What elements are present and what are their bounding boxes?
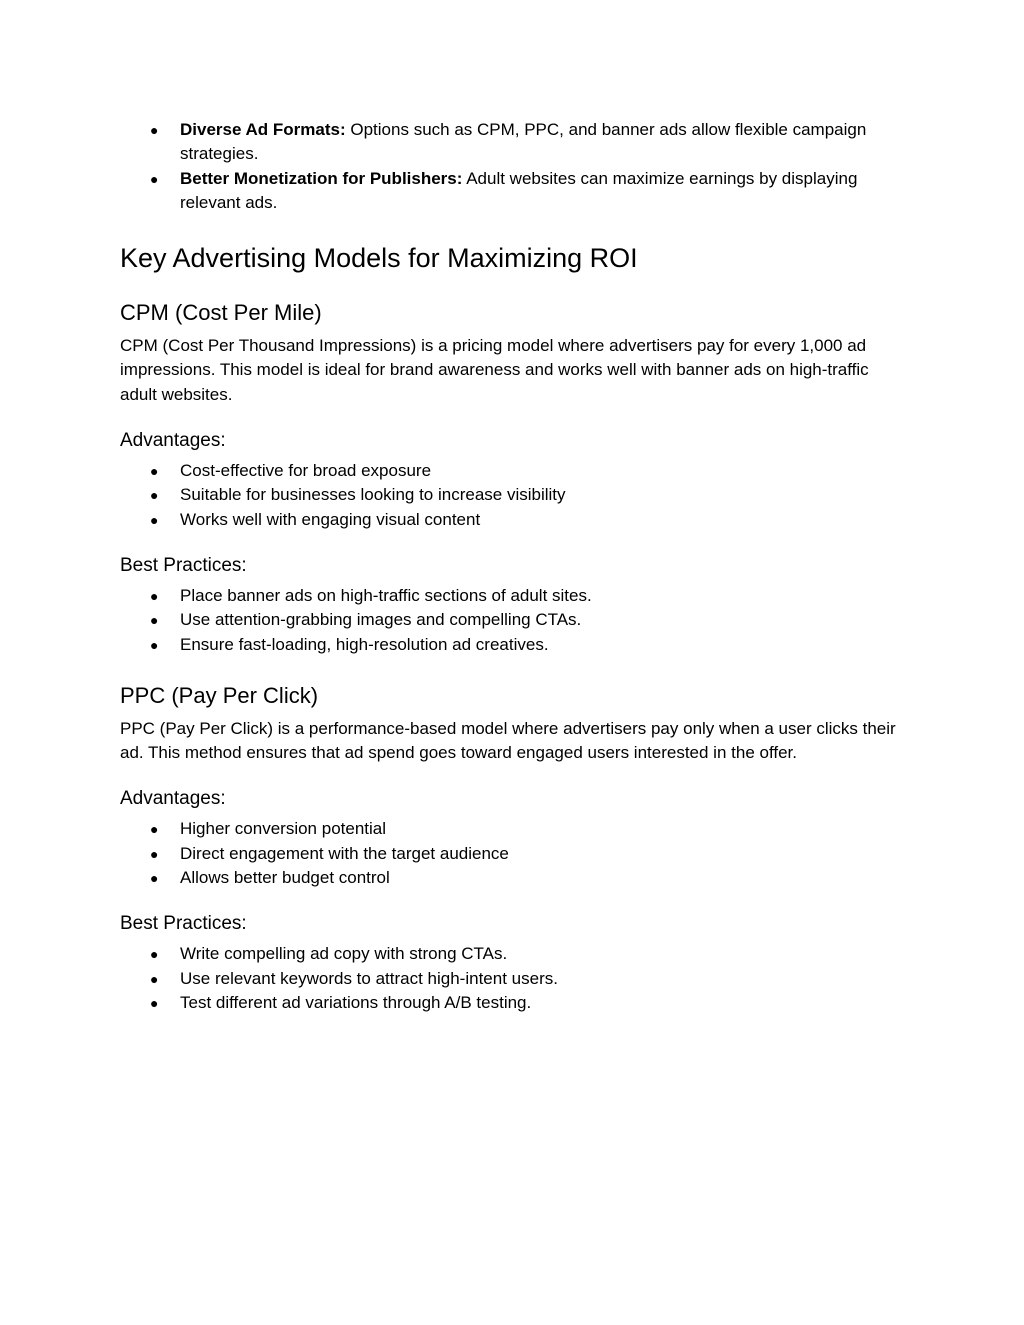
cpm-practices-heading: Best Practices: [120,554,247,576]
ppc-practices-list [120,942,910,1015]
bullet-icon: ● [150,511,159,528]
ppc-description: PPC (Pay Per Click) is a performance-based model where advertisers pay only when a user clicks their ad. This method ensures that ad spend goes toward engaged users interested in the offer. [120,718,896,763]
list-item [120,991,910,1015]
ppc-heading: PPC (Pay Per Click) [120,682,319,708]
list-item-text: Use attention-grabbing images and compelling CTAs. [180,610,582,630]
list-item [120,483,910,507]
document-content [120,118,910,1015]
bullet-icon: ● [150,463,159,480]
ppc-practices-heading: Best Practices: [120,913,247,935]
list-item-text: Write compelling ad copy with strong CTAs. [180,944,508,964]
list-item [120,608,910,632]
cpm-advantages-list [120,459,910,532]
bullet-icon: ● [150,612,159,629]
bullet-icon: ● [150,970,159,987]
intro-bullet-list [120,118,910,215]
bullet-icon: ● [150,870,159,887]
list-item [120,508,910,532]
ppc-advantages-list [120,817,910,890]
list-item-bold-label: Better Monetization for Publishers: [180,168,463,188]
list-item [120,866,910,890]
list-item [120,167,910,216]
list-item-text: Use relevant keywords to attract high-intent users. [180,968,558,988]
list-item [120,967,910,991]
bullet-icon: ● [150,122,159,138]
list-item [120,459,910,483]
cpm-heading: CPM (Cost Per Mile) [120,300,322,326]
bullet-icon: ● [150,487,159,504]
ppc-advantages-heading: Advantages: [120,788,226,810]
bullet-icon: ● [150,946,159,963]
bullet-icon: ● [150,845,159,862]
list-item-text: Higher conversion potential [180,819,387,839]
list-item [120,118,910,167]
bullet-icon: ● [150,170,159,187]
list-item-text: Place banner ads on high-traffic sections of adult sites. [180,585,592,605]
list-item-text: Cost-effective for broad exposure [180,461,432,481]
cpm-practices-list [120,584,910,657]
list-item-text: Options such as CPM, PPC, and banner ads allow flexible campaign strategies. [180,120,867,164]
bullet-icon: ● [150,636,159,653]
list-item-bold-label: Diverse Ad Formats: [180,120,346,139]
bullet-icon: ● [150,821,159,838]
list-item-text: Works well with engaging visual content [180,509,481,529]
list-item [120,633,910,657]
list-item-text: Test different ad variations through A/B testing. [180,992,532,1012]
list-item-text: Allows better budget control [180,868,390,888]
bullet-icon: ● [150,587,159,604]
section-heading: Key Advertising Models for Maximizing ROI [120,243,638,274]
list-item-text: Direct engagement with the target audience [180,843,509,863]
cpm-description: CPM (Cost Per Thousand Impressions) is a pricing model where advertisers pay for every 1,000 ad impressions. This model is ideal for brand awareness and works well with banner ads on high-traffic adult websites. [120,336,869,404]
list-item-text: Suitable for businesses looking to increase visibility [180,485,566,505]
cpm-advantages-heading: Advantages: [120,430,226,452]
bullet-icon: ● [150,994,159,1011]
list-item [120,584,910,608]
list-item [120,942,910,966]
list-item [120,817,910,841]
list-item-text: Adult websites can maximize earnings by displaying relevant ads. [180,168,858,212]
list-item [120,842,910,866]
list-item-text: Ensure fast-loading, high-resolution ad creatives. [180,634,549,654]
